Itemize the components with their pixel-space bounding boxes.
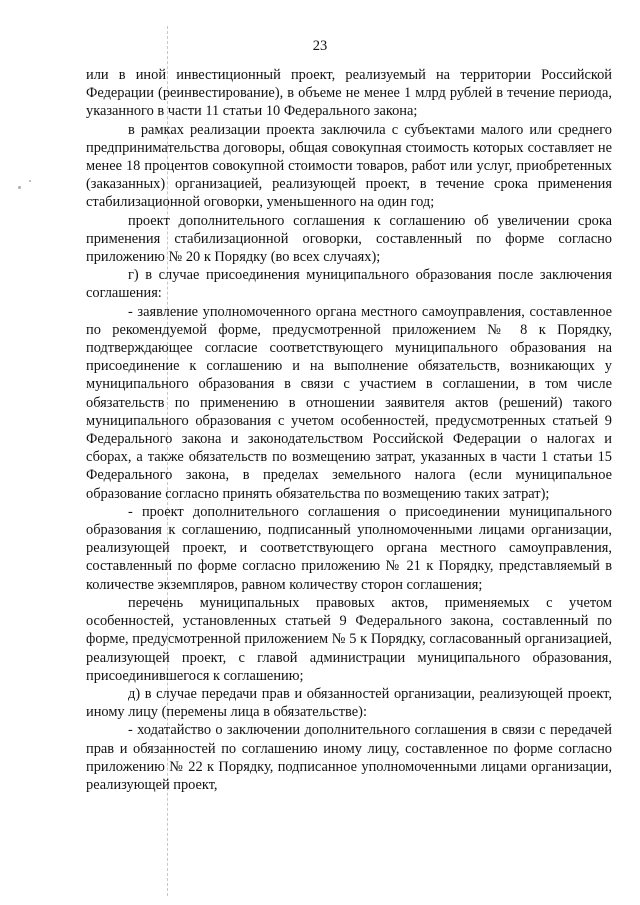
scan-speck (18, 186, 21, 189)
paragraph: - проект дополнительного соглашения о присоединении муниципального образования к соглашению, подписанный уполномоченными лицами организации, реализующей проект, и соответствующего органа местного самоуправления, составленный по форме согласно приложению № 21 к Порядку, представляемый в количестве экземпляров, равном количеству сторон соглашения; (86, 503, 612, 593)
paragraph: - ходатайство о заключении дополнительного соглашения в связи с передачей прав и обязанностей по соглашению иному лицу, составленное по форме согласно приложению № 22 к Порядку, подписанное уполномоченными лицами организации, реализующей проект, (86, 722, 612, 793)
paragraph: г) в случае присоединения муниципального образования после заключения соглашения: (86, 267, 612, 302)
page-number: 23 (312, 38, 328, 54)
paragraph: перечень муниципальных правовых актов, применяемых с учетом особенностей, установленных статьей 9 Федерального закона, составленный по форме, предусмотренной приложением № 5 к Порядку, согласованный организацией, реализующей проект, с главой администрации муниципального образования, присоединившегося к соглашению; (86, 594, 612, 684)
document-body (86, 66, 612, 794)
paragraph: или в иной инвестиционный проект, реализуемый на территории Российской Федерации (реинвестирование), в объеме не менее 1 млрд рублей в течение периода, указанного в части 11 статьи 10 Федерального закона; (86, 67, 612, 120)
paragraph: в рамках реализации проекта заключила с субъектами малого или среднего предпринимательства договоры, общая совокупная стоимость которых составляет не менее 18 процентов совокупной стоимости товаров, работ или услуг, приобретенных (заказанных) организацией, реализующей проект, в течение срока применения стабилизационной оговорки, уменьшенного на один год; (86, 121, 612, 211)
paragraph: д) в случае передачи прав и обязанностей организации, реализующей проект, иному лицу (перемены лица в обязательстве): (86, 685, 612, 721)
paragraph: - заявление уполномоченного органа местного самоуправления, составленное по рекомендуемой форме, предусмотренной приложением № 8 к Порядку, подтверждающее согласие соответствующего муниципального образования на присоединение к соглашению и на выполнение обязательств, возникающих у муниципального образования в связи с участием в соглашении, в том числе обязательств по применению в отношении заявителя актов (решений) такого муниципального образования с учетом особенностей, предусмотренных статьей 9 Федерального закона и законодательством Российской Федерации о налогах и сборах, а также обязательств по возмещению затрат, указанных в части 1 статьи 15 Федерального закона, в пределах земельного налога (если муниципальное образование согласно принять обязательства по возмещению таких затрат); (86, 303, 612, 502)
scan-speck (29, 180, 31, 182)
paragraph: проект дополнительного соглашения к соглашению об увеличении срока применения стабилизационной оговорки, составленный по форме согласно приложению № 20 к Порядку (во всех случаях); (86, 212, 612, 266)
